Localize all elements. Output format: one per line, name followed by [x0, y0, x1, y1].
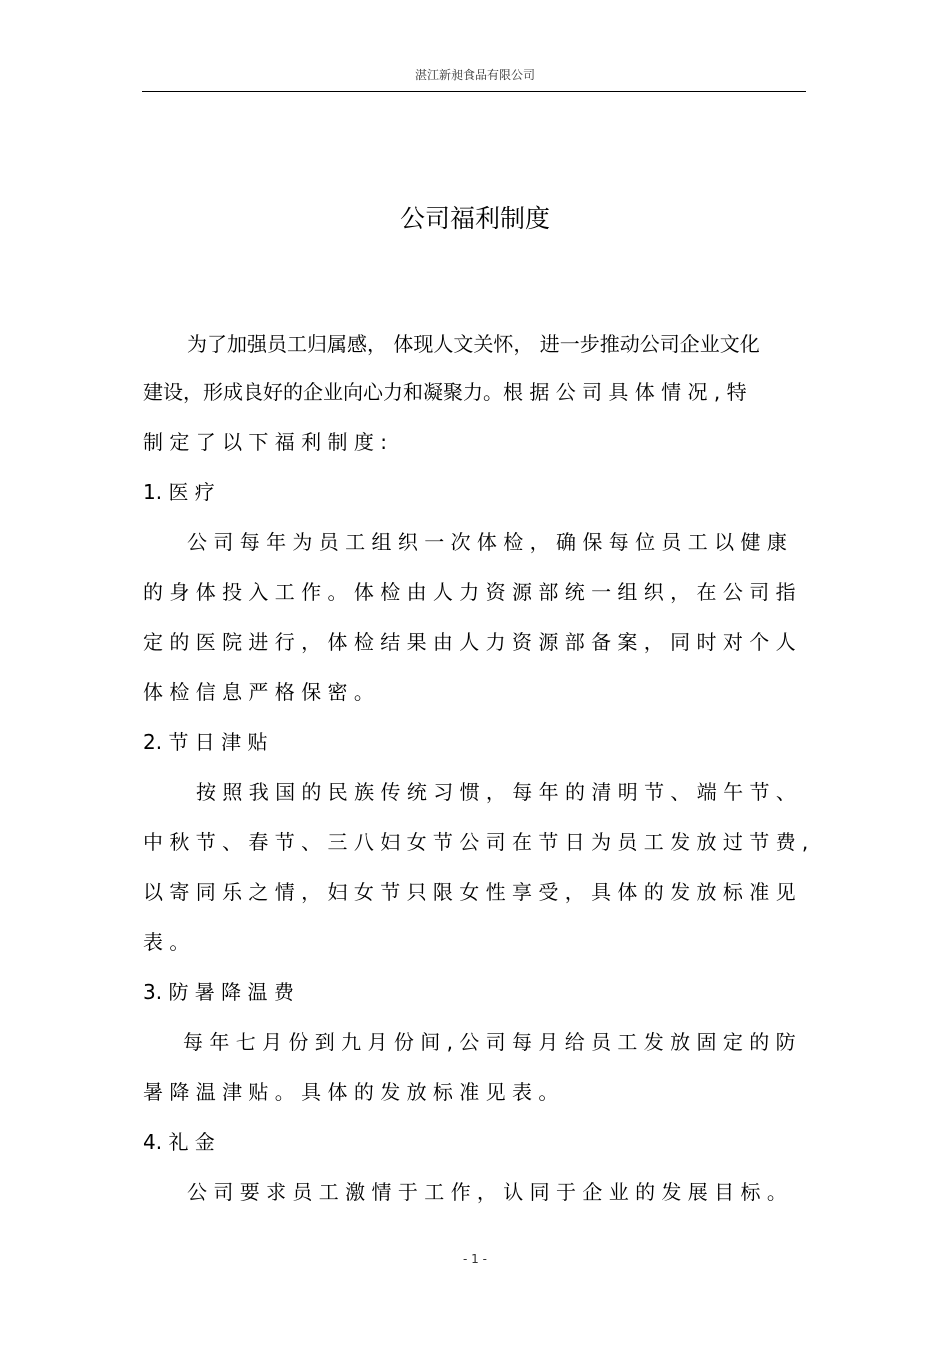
body-line-2: 建设，形成良好的企业向心力和凝聚力。根 据 公 司 具 体 情 况 , 特	[143, 380, 747, 404]
page-header-company: 湛江新昶食品有限公司	[414, 68, 535, 82]
header-divider	[142, 91, 806, 92]
section-heading-heat: 3. 防 暑 降 温 费	[143, 980, 294, 1004]
section-heading-gift: 4. 礼 金	[143, 1130, 215, 1154]
body-line-6: 的 身 体 投 入 工 作 。 体 检 由 人 力 资 源 部 统 一 组 织 ， 在 公 司 指	[143, 580, 796, 604]
body-line-8: 体 检 信 息 严 格 保 密 。	[143, 680, 374, 704]
document-title: 公司福利制度	[399, 204, 550, 233]
body-line-10: 按 照 我 国 的 民 族 传 统 习 惯 ， 每 年 的 清 明 节 、 端 午 节 、	[196, 780, 796, 804]
body-line-15: 每 年 七 月 份 到 九 月 份 间 , 公 司 每 月 给 员 工 发 放 固 定 的 防	[183, 1030, 796, 1054]
body-line-5: 公 司 每 年 为 员 工 组 织 一 次 体 检 ， 确 保 每 位 员 工 以 健 康	[187, 530, 787, 554]
section-heading-holiday: 2. 节 日 津 贴	[143, 730, 268, 754]
body-line-16: 暑 降 温 津 贴 。 具 体 的 发 放 标 准 见 表 。	[143, 1080, 559, 1104]
body-line-3: 制 定 了 以 下 福 利 制 度 :	[143, 430, 387, 454]
body-line-18: 公 司 要 求 员 工 激 情 于 工 作 ， 认 同 于 企 业 的 发 展 目 标 。	[187, 1180, 787, 1204]
body-line-1: 为了加强员工归属感， 体现人文关怀， 进一步推动公司企业文化	[187, 332, 760, 356]
body-line-13: 表 。	[143, 930, 190, 954]
section-heading-medical: 1. 医 疗	[143, 480, 215, 504]
body-line-11: 中 秋 节 、 春 节 、 三 八 妇 女 节 公 司 在 节 日 为 员 工 发 放 过 节 费 ,	[143, 830, 809, 854]
page-number: - 1 -	[463, 1252, 487, 1266]
body-line-12: 以 寄 同 乐 之 情 ， 妇 女 节 只 限 女 性 享 受 ， 具 体 的 发 放 标 准 见	[143, 880, 796, 904]
body-line-7: 定 的 医 院 进 行 ， 体 检 结 果 由 人 力 资 源 部 备 案 ， 同 时 对 个 人	[143, 630, 796, 654]
